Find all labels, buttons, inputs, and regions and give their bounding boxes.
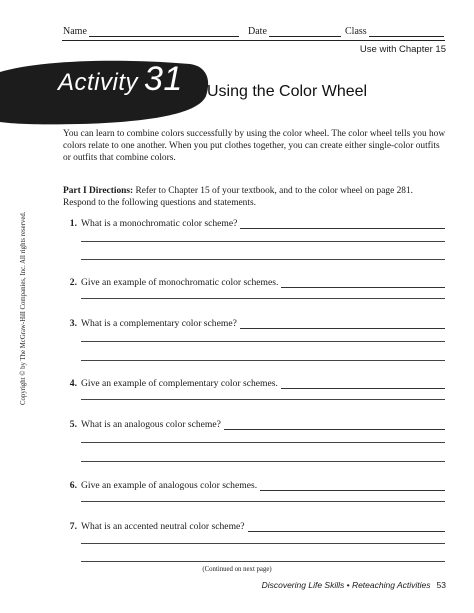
class-line[interactable] — [369, 26, 444, 37]
question-text: What is a complementary color scheme? — [81, 318, 237, 329]
class-label: Class — [345, 26, 367, 37]
date-label: Date — [248, 26, 267, 37]
directions-paragraph — [63, 185, 447, 209]
answer-line[interactable] — [81, 241, 445, 242]
question-number: 2. — [69, 277, 77, 288]
answer-line[interactable] — [81, 298, 445, 299]
activity-word: Activity — [58, 69, 139, 96]
answer-line[interactable] — [81, 561, 445, 562]
question-number: 5. — [69, 419, 77, 430]
answer-line[interactable] — [240, 219, 445, 229]
question-text: Give an example of analogous color schemes. — [81, 480, 258, 491]
question-6 — [63, 480, 445, 491]
page-number: 53 — [436, 580, 446, 590]
answer-line[interactable] — [81, 442, 445, 443]
question-number: 4. — [69, 378, 77, 389]
copyright-notice: Copyright © by The McGraw-Hill Companies, Inc. All rights reserved. — [20, 211, 27, 405]
question-3 — [63, 318, 445, 329]
question-2 — [63, 277, 445, 288]
date-line[interactable] — [269, 26, 341, 37]
directions-text: Refer to Chapter 15 of your textbook, and to the color wheel on page 281. Respond to the following questions and statements. — [63, 186, 413, 208]
question-number: 3. — [69, 318, 77, 329]
answer-line[interactable] — [281, 379, 445, 389]
directions-label: Part I Directions: — [63, 186, 134, 196]
answer-line[interactable] — [81, 543, 445, 544]
activity-label — [58, 60, 183, 99]
answer-line[interactable] — [260, 481, 445, 491]
answer-line[interactable] — [224, 420, 445, 430]
question-5 — [63, 419, 445, 430]
answer-line[interactable] — [81, 501, 445, 502]
continued-note: (Continued on next page) — [202, 566, 272, 573]
answer-line[interactable] — [81, 259, 445, 260]
activity-number: 31 — [144, 60, 183, 98]
answer-line[interactable] — [81, 399, 445, 400]
question-7 — [63, 521, 445, 532]
question-number: 7. — [69, 521, 77, 532]
page-footer — [262, 580, 446, 590]
page-title: Using the Color Wheel — [207, 83, 368, 100]
question-number: 1. — [69, 218, 77, 229]
answer-line[interactable] — [240, 319, 445, 329]
answer-line[interactable] — [81, 341, 445, 342]
question-text: What is an analogous color scheme? — [81, 419, 221, 430]
name-line[interactable] — [89, 26, 239, 37]
answer-line[interactable] — [81, 461, 445, 462]
question-text: Give an example of complementary color schemes. — [81, 378, 278, 389]
question-text: Give an example of monochromatic color schemes. — [81, 277, 279, 288]
name-field[interactable] — [63, 26, 239, 37]
name-label: Name — [63, 26, 87, 37]
answer-line[interactable] — [248, 522, 445, 532]
answer-line[interactable] — [281, 278, 445, 288]
answer-line[interactable] — [81, 360, 445, 361]
question-number: 6. — [69, 480, 77, 491]
book-title: Discovering Life Skills • Reteaching Activities — [261, 580, 431, 590]
header-rule — [62, 40, 445, 41]
question-text: What is a monochromatic color scheme? — [81, 218, 238, 229]
intro-paragraph: You can learn to combine colors successfully by using the color wheel. The color wheel tells you how colors relate to one another. When you put clothes together, you can create either single-color outfits or outfits that combine colors. — [63, 129, 446, 163]
question-text: What is an accented neutral color scheme? — [81, 521, 245, 532]
question-4 — [63, 378, 445, 389]
date-field[interactable] — [248, 26, 341, 37]
question-1 — [63, 218, 445, 229]
chapter-note: Use with Chapter 15 — [359, 44, 446, 55]
class-field[interactable] — [345, 26, 444, 37]
